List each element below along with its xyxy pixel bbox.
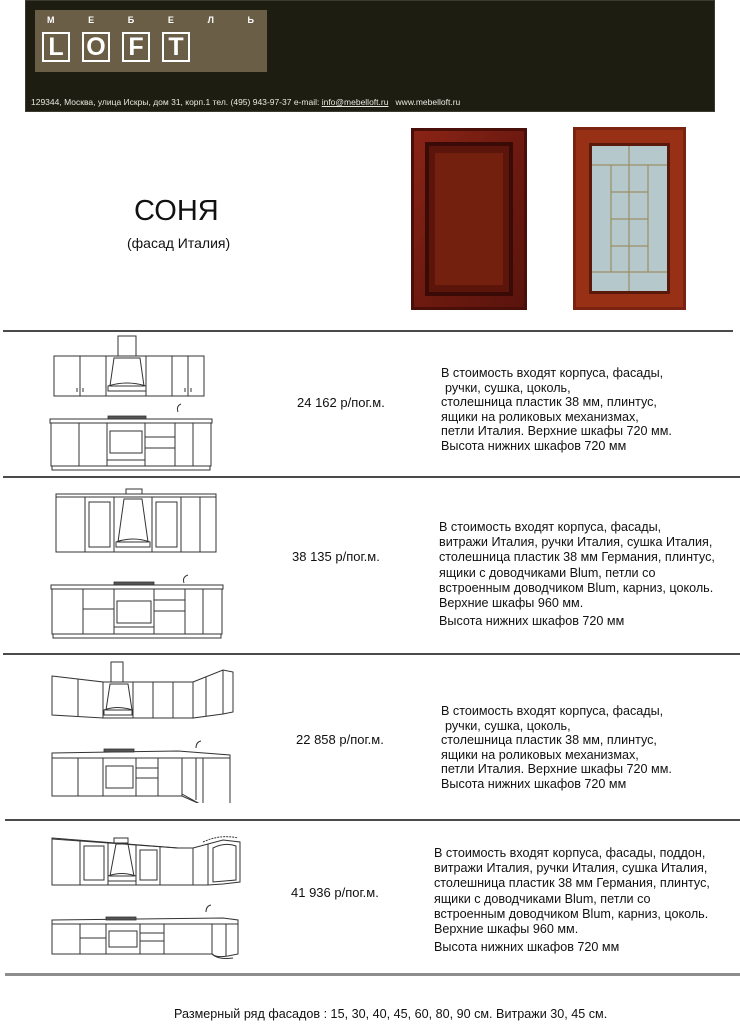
website-link[interactable]: www.mebelloft.ru [395,97,461,107]
description-line: Высота нижних шкафов 720 мм [434,940,620,955]
header-banner [25,0,715,112]
price-kitchen-3: 22 858 р/пог.м. [296,732,384,747]
description-line: Высота нижних шкафов 720 мм [441,438,627,453]
description-line: В стоимость входят корпуса, фасады, [441,704,664,718]
description-line: витражи Италия, ручки Италия, сушка Италия, [434,861,708,876]
price-kitchen-2: 38 135 р/пог.м. [292,549,380,564]
description-line: Верхние шкафы 960 мм. [434,922,579,937]
divider [3,476,740,478]
product-title: СОНЯ [134,195,219,227]
logo-sub-letter: Е [167,15,174,25]
logo-sub-letter: Л [207,15,214,25]
description-line: В стоимость входят корпуса, фасады, поддон, [434,846,706,860]
description-line: ящики на роликовых механизмах, [441,409,639,424]
email-link[interactable]: info@mebelloft.ru [321,97,389,107]
divider [5,819,740,821]
description-kitchen-4 [434,846,710,955]
description-line: столешница пластик 38 мм, плинтус, [441,395,657,410]
description-kitchen-1 [441,366,672,454]
description-kitchen-3 [441,704,672,792]
description-line: встроенным доводчиком Blum, карниз, цоколь. [439,580,714,595]
logo-sub-letter: Ь [247,15,254,25]
divider [3,653,740,655]
kitchen-drawing-straight [48,334,218,474]
logo-letter: F [122,32,150,62]
facade-sizes-note: Размерный ряд фасадов : 15, 30, 40, 45, 60, 80, 90 см. Витражи 30, 45 см. [174,1007,608,1021]
logo [35,10,267,72]
logo-sub-letter: Б [127,15,135,25]
logo-letter: T [162,32,190,62]
product-subtitle: (фасад Италия) [127,235,231,251]
price-kitchen-1: 24 162 р/пог.м. [297,395,385,410]
contact-address: 129344, Москва, улица Искры, дом 31, корп.1 тел. (495) 943-97-37 e-mail: [31,97,322,107]
description-line: столешница пластик 38 мм Германия, плинтус, [439,550,715,565]
description-line: ручки, сушка, цоколь, [445,380,571,395]
description-line: ручки, сушка, цоколь, [445,718,571,733]
description-line: Верхние шкафы 960 мм. [439,596,584,611]
kitchen-drawing-corner [48,658,238,803]
logo-letter: O [82,32,110,62]
logo-subtitle [35,15,267,25]
description-line: ящики на роликовых механизмах, [441,747,639,762]
description-line: встроенным доводчиком Blum, карниз, цоколь. [434,906,709,921]
logo-sub-letter: М [47,15,55,25]
logo-sub-letter: Е [88,15,95,25]
description-line: В стоимость входят корпуса, фасады, [441,366,664,380]
description-line: петли Италия. Верхние шкафы 720 мм. [441,424,672,439]
description-line: ящики с доводчиками Blum, петли со [439,565,656,580]
description-line: столешница пластик 38 мм, плинтус, [441,733,657,748]
glass-door-image [573,127,686,310]
divider [5,973,740,976]
description-kitchen-2 [439,520,715,629]
description-line: столешница пластик 38 мм Германия, плинтус, [434,876,710,891]
description-line: В стоимость входят корпуса, фасады, [439,520,662,534]
description-line: петли Италия. Верхние шкафы 720 мм. [441,762,672,777]
logo-wordmark [42,32,190,62]
logo-letter: L [42,32,70,62]
divider [3,330,733,332]
kitchen-drawing-straight-glass [48,487,228,642]
solid-door-image [411,128,527,310]
description-line: Высота нижних шкафов 720 мм [441,776,627,791]
description-line: ящики с доводчиками Blum, петли со [434,891,651,906]
contact-line [31,97,460,107]
description-line: витражи Италия, ручки Италия, сушка Италия, [439,535,713,550]
price-kitchen-4: 41 936 р/пог.м. [291,885,379,900]
description-line: Высота нижних шкафов 720 мм [439,614,625,629]
kitchen-drawing-corner-glass [48,830,243,960]
